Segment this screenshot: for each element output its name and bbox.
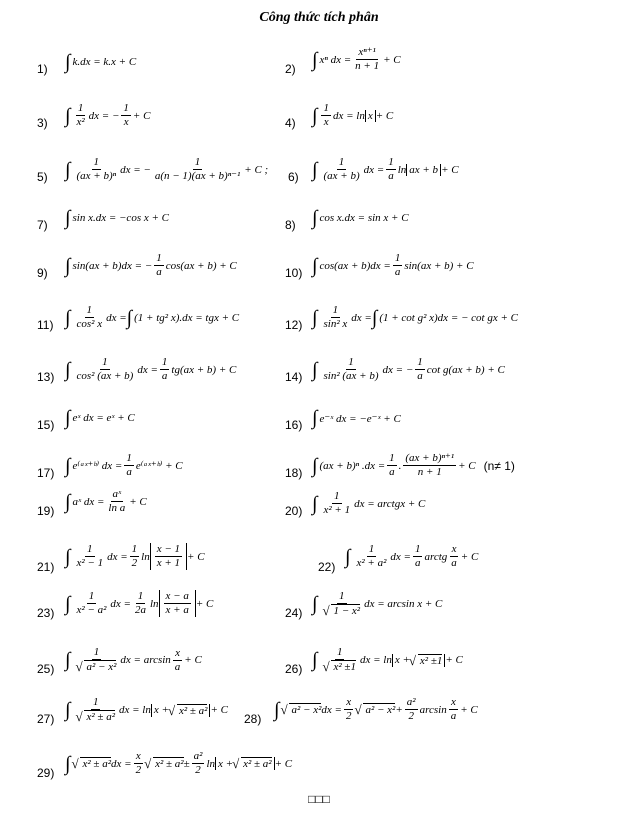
integral-sign: ∫ <box>65 51 71 73</box>
integral-sign: ∫ <box>312 593 318 616</box>
formula-text: dx = <box>363 163 385 176</box>
denominator: a(n − 1)(ax + b)ⁿ⁻¹ <box>154 170 241 183</box>
formula-14 <box>312 356 505 383</box>
fraction <box>153 156 242 183</box>
formula-text: dx = − <box>88 109 120 122</box>
fraction <box>154 252 164 279</box>
numerator: 1 <box>387 452 397 466</box>
numerator: 1 <box>321 102 331 116</box>
formula-text: dx = <box>110 597 131 610</box>
formula-text: + C <box>274 757 293 770</box>
numerator: 1 <box>87 590 97 604</box>
square-root: √ x² ± a² <box>84 710 115 724</box>
numerator: x <box>134 750 143 764</box>
fraction <box>321 102 331 129</box>
integral-sign: ∫ <box>65 454 71 477</box>
absolute-value <box>215 757 275 770</box>
abs-text: x + <box>153 704 169 717</box>
numerator: 1 <box>85 304 95 318</box>
formula-number: 29) <box>37 766 55 780</box>
formula-text: sin x.dx = −cos x + C <box>72 212 169 224</box>
numerator: x − 1 <box>155 543 182 557</box>
formula-text: cos(ax + b) + C <box>165 259 237 272</box>
formula-text: + C <box>129 495 147 508</box>
fraction <box>321 356 380 383</box>
integral-sign: ∫ <box>65 306 71 329</box>
formula-text: cot g(ax + b) + C <box>426 363 505 376</box>
formula-3 <box>65 102 150 129</box>
formula-text: + C <box>132 109 151 122</box>
numerator: 1 <box>393 252 403 266</box>
formula-text: ln <box>141 550 150 563</box>
square-root: √ a² − x² <box>363 703 395 716</box>
fraction <box>192 750 205 777</box>
formula-13 <box>65 356 236 383</box>
fraction <box>449 543 459 570</box>
denominator: a <box>126 466 132 479</box>
fraction <box>344 696 354 723</box>
denominator: (ax + b) <box>323 170 360 183</box>
formula-text: (1 + tg² x).dx = tgx + C <box>134 311 240 324</box>
formula-text: ln <box>206 757 215 770</box>
formula-text: dx = <box>106 311 127 324</box>
numerator: aˣ <box>111 488 124 502</box>
numerator: 1 <box>337 590 347 604</box>
formula-text: cos x.dx = sin x + C <box>319 212 409 224</box>
numerator: 1 <box>100 356 110 370</box>
formula-text: e⁽ᵃˣ⁺ᵇ⁾ + C <box>135 460 183 473</box>
condition-note: (n≠ 1) <box>483 458 515 473</box>
denominator: a <box>414 557 421 570</box>
absolute-value: x <box>365 110 376 122</box>
formula-text: dx = ln <box>119 704 151 717</box>
fraction <box>387 452 397 479</box>
fraction <box>74 543 105 570</box>
fraction <box>74 102 86 129</box>
numerator: 1 <box>85 543 95 557</box>
numerator: x <box>173 647 182 661</box>
formula-text: + C <box>460 550 479 563</box>
integral-sign: ∫ <box>312 454 318 477</box>
fraction <box>74 156 118 183</box>
formula-23 <box>65 590 213 617</box>
integral-sign: ∫ <box>65 358 71 381</box>
integral-sign: ∫ <box>65 207 71 229</box>
formula-text: (ax + b)ⁿ .dx = <box>319 459 386 472</box>
formula-22 <box>345 543 478 570</box>
numerator: (ax + b)ⁿ⁺¹ <box>403 452 456 466</box>
fraction <box>130 543 140 570</box>
numerator: 1 <box>331 304 341 318</box>
denominator: x + 1 <box>156 557 181 570</box>
fraction <box>449 696 459 723</box>
fraction <box>321 156 361 183</box>
formula-text: arcsin <box>419 703 447 716</box>
square-root: √ x² ± a² <box>241 757 272 770</box>
square-root: √ a² − x² <box>84 660 116 674</box>
integral-sign: ∫ <box>65 254 71 277</box>
formula-text: + C <box>460 703 478 716</box>
numerator: 1 <box>130 543 140 557</box>
formula-27 <box>65 696 228 724</box>
integral-sign: ∫ <box>312 254 318 277</box>
denominator: (ax + b)ⁿ <box>76 170 117 183</box>
formula-text: ln <box>397 163 407 176</box>
numerator: 1 <box>386 156 396 170</box>
formula-10 <box>312 252 474 279</box>
integral-sign: ∫ <box>274 698 280 721</box>
formula-text: tg(ax + b) + C <box>171 363 237 376</box>
fraction <box>415 356 425 383</box>
integral-sign: ∫ <box>312 358 318 381</box>
formula-number: 26) <box>285 662 303 676</box>
formula-text: e⁻ˣ dx = −e⁻ˣ + C <box>319 412 401 425</box>
integral-sign: ∫ <box>312 207 318 229</box>
formula-number: 14) <box>285 370 303 384</box>
formula-24 <box>312 590 442 618</box>
absolute-value <box>151 704 211 717</box>
formula-text: sin(ax + b)dx = − <box>72 259 153 272</box>
formula-text: dx = ln <box>359 654 392 667</box>
integral-sign: ∫ <box>312 306 318 329</box>
integral-sign: ∫ <box>65 158 71 181</box>
integral-sign: ∫ <box>312 407 318 429</box>
denominator: 2a <box>134 604 146 617</box>
formula-21 <box>65 543 205 570</box>
denominator: 2 <box>195 764 201 777</box>
numerator: 1 <box>136 590 146 604</box>
formula-number: 28) <box>244 712 262 726</box>
numerator: xⁿ⁺¹ <box>356 46 377 60</box>
numerator: 1 <box>415 356 425 370</box>
denominator: 2 <box>135 764 142 777</box>
formula-29 <box>65 750 292 777</box>
formula-4 <box>312 102 393 129</box>
formula-number: 6) <box>288 170 299 184</box>
formula-12 <box>312 304 518 331</box>
denominator: 2 <box>408 710 414 723</box>
fraction <box>133 590 148 617</box>
denominator <box>321 660 357 674</box>
formula-number: 27) <box>37 712 55 726</box>
formula-number: 16) <box>285 418 303 432</box>
integral-sign: ∫ <box>312 104 318 127</box>
formula-number: 24) <box>285 606 303 620</box>
formula-number: 15) <box>37 418 55 432</box>
absolute-value <box>159 590 196 617</box>
formula-text: dx = − <box>120 163 151 176</box>
fraction <box>386 156 396 183</box>
formula-text: (1 + cot g² x)dx = − cot gx + C <box>379 311 518 324</box>
formula-text: dx = arcsin <box>120 654 171 667</box>
formula-number: 11) <box>37 318 54 332</box>
numerator: x <box>449 696 458 710</box>
denominator: sin² x <box>323 318 348 331</box>
page-title: Công thức tích phân <box>259 10 379 25</box>
numerator: x − a <box>164 590 191 604</box>
formula-text: dx = <box>390 550 411 563</box>
fraction <box>134 750 144 777</box>
formula-text: + C <box>375 109 394 122</box>
formula-text: k.dx = k.x + C <box>72 56 137 68</box>
denominator: a <box>417 370 423 383</box>
numerator: 1 <box>154 252 164 266</box>
integral-sign: ∫ <box>312 649 318 672</box>
fraction <box>321 490 352 517</box>
formula-7 <box>65 208 169 228</box>
formula-text: dx = <box>351 311 372 324</box>
denominator: 2 <box>131 557 138 570</box>
formula-number: 12) <box>285 318 303 332</box>
formula-text: + C ; <box>244 163 269 176</box>
formula-number: 13) <box>37 370 55 384</box>
denominator: x + a <box>165 604 189 617</box>
numerator: 1 <box>91 696 101 710</box>
denominator <box>74 710 117 724</box>
integral-sign: ∫ <box>65 752 71 775</box>
numerator: 1 <box>332 490 342 504</box>
numerator: a² <box>192 750 205 764</box>
formula-26 <box>312 646 463 674</box>
square-root: √ 1 − x² <box>331 604 360 618</box>
integral-sign: ∫ <box>312 492 318 515</box>
formula-text: dx = arcsin x + C <box>364 598 443 611</box>
abs-text: x + <box>394 654 410 667</box>
formula-text: + C <box>383 53 401 66</box>
denominator <box>74 660 118 674</box>
formula-text: dx = <box>111 757 132 770</box>
denominator: sin² (ax + b) <box>323 370 379 383</box>
formula-text: + C <box>210 704 228 717</box>
formula-text: dx = ln <box>332 109 365 122</box>
formula-9 <box>65 252 237 279</box>
formula-text: arctg <box>424 550 448 563</box>
denominator: a <box>394 266 401 279</box>
denominator: ln a <box>108 502 126 515</box>
denominator: x² − a² <box>76 604 107 617</box>
formula-text: sin(ax + b) + C <box>404 259 474 272</box>
denominator: cos² (ax + b) <box>76 370 134 383</box>
formula-number: 8) <box>285 218 296 232</box>
formula-number: 17) <box>37 466 55 480</box>
page-footer: □□□ <box>308 792 330 806</box>
numerator: 1 <box>92 156 102 170</box>
denominator: cos² x <box>76 318 103 331</box>
formula-text: dx = − <box>382 363 414 376</box>
integral-sign: ∫ <box>126 306 133 329</box>
numerator: x <box>344 696 353 710</box>
numerator: 1 <box>335 646 345 660</box>
fraction <box>321 646 357 674</box>
formula-text: + <box>395 703 403 716</box>
square-root: √ x² ±1 <box>418 654 442 667</box>
formula-text: eˣ dx = eˣ + C <box>72 412 135 424</box>
formula-number: 10) <box>285 266 303 280</box>
fraction <box>403 452 456 479</box>
numerator: 1 <box>346 356 356 370</box>
square-root: √ x² ± a² <box>80 757 111 770</box>
fraction <box>393 252 403 279</box>
numerator: 1 <box>76 102 86 116</box>
absolute-value: ax + b <box>406 164 441 176</box>
fraction <box>155 543 182 570</box>
formula-text: ± <box>183 757 190 770</box>
denominator: a <box>450 710 457 723</box>
formula-text: + C <box>187 550 205 563</box>
denominator: x² − 1 <box>76 557 104 570</box>
formula-text: dx = arctgx + C <box>354 497 426 510</box>
formula-text: cos(ax + b)dx = <box>319 259 391 272</box>
integral-sign: ∫ <box>65 592 71 615</box>
square-root: √ x² ± a² <box>177 704 208 717</box>
fraction <box>173 647 183 674</box>
fraction <box>321 590 362 618</box>
formula-18 <box>312 452 515 479</box>
formula-number: 9) <box>37 266 48 280</box>
square-root: √ a² − x² <box>289 703 321 716</box>
formula-25 <box>65 646 202 674</box>
formula-number: 21) <box>37 560 55 574</box>
denominator: x² <box>76 116 85 129</box>
integral-sign: ∫ <box>345 545 351 568</box>
denominator: a <box>161 370 168 383</box>
numerator: 1 <box>121 102 131 116</box>
formula-text: + C <box>458 459 476 472</box>
fraction <box>321 304 349 331</box>
formula-text: dx = <box>321 703 342 716</box>
formula-20 <box>312 490 425 517</box>
formula-19 <box>65 488 147 515</box>
denominator: a <box>174 660 181 673</box>
formula-number: 5) <box>37 170 48 184</box>
absolute-value <box>392 654 446 667</box>
fraction <box>124 452 134 479</box>
formula-16 <box>312 408 401 428</box>
denominator: a <box>156 266 162 279</box>
formula-text: xⁿ dx = <box>319 53 352 66</box>
denominator: x² + a² <box>356 557 387 570</box>
denominator: x² + 1 <box>323 504 351 517</box>
formula-number: 4) <box>285 116 296 130</box>
formula-number: 7) <box>37 218 48 232</box>
fraction <box>413 543 423 570</box>
formula-text: dx = <box>137 363 158 376</box>
fraction <box>164 590 191 617</box>
formula-2 <box>312 46 401 73</box>
denominator: a <box>388 170 394 183</box>
formula-5 <box>65 156 268 183</box>
integral-sign: ∫ <box>65 104 71 127</box>
numerator: a² <box>405 696 418 710</box>
formula-28 <box>274 696 478 723</box>
fraction <box>106 488 127 515</box>
integral-sign: ∫ <box>371 306 378 329</box>
fraction <box>121 102 131 129</box>
integral-sign: ∫ <box>65 649 71 672</box>
fraction <box>74 304 104 331</box>
integral-sign: ∫ <box>65 407 71 429</box>
numerator: 1 <box>337 156 347 170</box>
numerator: x <box>450 543 459 557</box>
formula-text: dx = <box>107 550 128 563</box>
fraction <box>353 46 381 73</box>
formula-1 <box>65 52 136 72</box>
fraction <box>354 543 388 570</box>
numerator: 1 <box>124 452 134 466</box>
fraction <box>74 356 135 383</box>
integral-sign: ∫ <box>65 699 71 722</box>
numerator: 1 <box>92 646 102 660</box>
formula-text: + C <box>445 654 463 667</box>
formula-number: 2) <box>285 62 296 76</box>
formula-text: ln <box>149 597 159 610</box>
formula-number: 23) <box>37 606 55 620</box>
numerator: 1 <box>367 543 377 557</box>
integral-sign: ∫ <box>312 48 318 71</box>
formula-number: 25) <box>37 662 55 676</box>
absolute-value <box>150 543 187 570</box>
numerator: 1 <box>413 543 423 557</box>
formula-text: + C <box>195 597 214 610</box>
integral-sign: ∫ <box>65 490 71 513</box>
formula-15 <box>65 408 135 428</box>
formula-number: 3) <box>37 116 48 130</box>
formula-number: 1) <box>37 62 48 76</box>
formula-number: 22) <box>318 560 336 574</box>
formula-17 <box>65 452 183 479</box>
formula-text: + C <box>441 163 459 176</box>
formula-number: 20) <box>285 504 303 518</box>
formula-text: e⁽ᵃˣ⁺ᵇ⁾ dx = <box>72 460 123 473</box>
square-root: √ x² ± a² <box>153 757 184 770</box>
formula-8 <box>312 208 409 228</box>
square-root: √ x² ±1 <box>331 660 355 674</box>
fraction <box>74 696 117 724</box>
formula-11 <box>65 304 239 331</box>
denominator: x <box>323 116 329 129</box>
denominator: n + 1 <box>417 466 442 479</box>
denominator: a <box>389 466 395 479</box>
formula-number: 18) <box>285 466 303 480</box>
fraction <box>74 646 118 674</box>
formula-text: . <box>398 459 402 472</box>
formula-6 <box>312 156 459 183</box>
fraction <box>74 590 108 617</box>
denominator: x <box>123 116 129 129</box>
numerator: 1 <box>160 356 170 370</box>
denominator: a <box>451 557 457 570</box>
integral-sign: ∫ <box>312 158 318 181</box>
formula-text: aˣ dx = <box>72 495 105 508</box>
fraction <box>405 696 418 723</box>
denominator: n + 1 <box>355 60 380 73</box>
formula-text: + C <box>184 654 202 667</box>
denominator: 2 <box>345 710 352 723</box>
fraction <box>160 356 170 383</box>
numerator: 1 <box>193 156 203 170</box>
abs-text: x + <box>218 757 234 770</box>
formula-number: 19) <box>37 504 55 518</box>
integral-sign: ∫ <box>65 545 71 568</box>
denominator <box>321 604 362 618</box>
